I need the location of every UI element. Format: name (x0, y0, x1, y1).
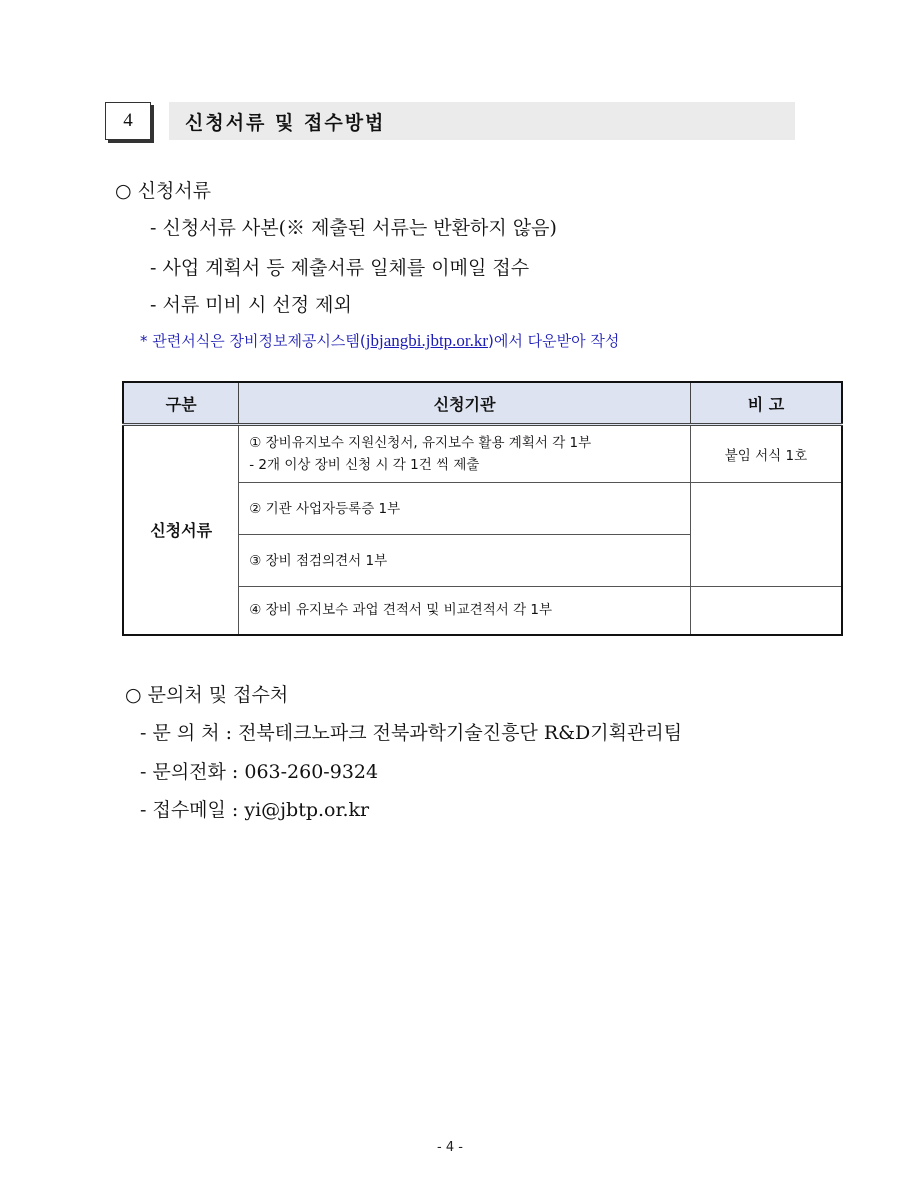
section-number: 4 (105, 102, 151, 140)
document-line: ② 기관 사업자등록증 1부 (249, 500, 401, 517)
contact-email: - 접수메일 : yi@jbtp.or.kr (140, 799, 370, 821)
forms-system-link[interactable]: jbjangbi.jbtp.or.kr (365, 331, 489, 350)
document-cell (239, 587, 691, 635)
documents-table (122, 381, 843, 636)
header-remarks: 비 고 (690, 382, 842, 425)
section-title-bar (169, 102, 795, 140)
documents-item-1: - 신청서류 사본(※ 제출된 서류는 반환하지 않음) (150, 217, 557, 239)
remark-cell: 붙임 서식 1호 (690, 425, 842, 483)
documents-item-2: - 사업 계획서 등 제출서류 일체를 이메일 접수 (150, 257, 530, 279)
remark-cell (690, 483, 842, 587)
table-row (123, 425, 842, 483)
header-category: 구분 (123, 382, 239, 425)
document-cell (239, 483, 691, 535)
page-number: - 4 - (437, 1140, 463, 1155)
documents-heading: ○ 신청서류 (115, 180, 212, 202)
header-documents: 신청기관 (239, 382, 691, 425)
forms-note-suffix: )에서 다운받아 작성 (488, 332, 620, 350)
contact-inquiry: - 문 의 처 : 전북테크노파크 전북과학기술진흥단 R&D기획관리팀 (140, 722, 683, 744)
remark-cell (690, 587, 842, 635)
table-header-row (123, 382, 842, 425)
category-cell: 신청서류 (123, 425, 239, 635)
section-header (105, 102, 795, 142)
document-line: ③ 장비 점검의견서 1부 (249, 552, 388, 569)
document-line: ① 장비유지보수 지원신청서, 유지보수 활용 계획서 각 1부 (249, 435, 592, 451)
document-line: ④ 장비 유지보수 과업 견적서 및 비교견적서 각 1부 (249, 602, 553, 619)
document-cell (239, 425, 691, 483)
documents-item-3: - 서류 미비 시 선정 제외 (150, 294, 352, 316)
document-line: - 2개 이상 장비 신청 시 각 1건 씩 제출 (249, 457, 480, 473)
forms-note (140, 330, 619, 351)
document-cell (239, 535, 691, 587)
section-title: 신청서류 및 접수방법 (185, 111, 386, 134)
contact-phone: - 문의전화 : 063-260-9324 (140, 761, 379, 783)
contact-heading: ○ 문의처 및 접수처 (125, 684, 289, 706)
forms-note-prefix: * 관련서식은 장비정보제공시스템( (140, 332, 366, 350)
